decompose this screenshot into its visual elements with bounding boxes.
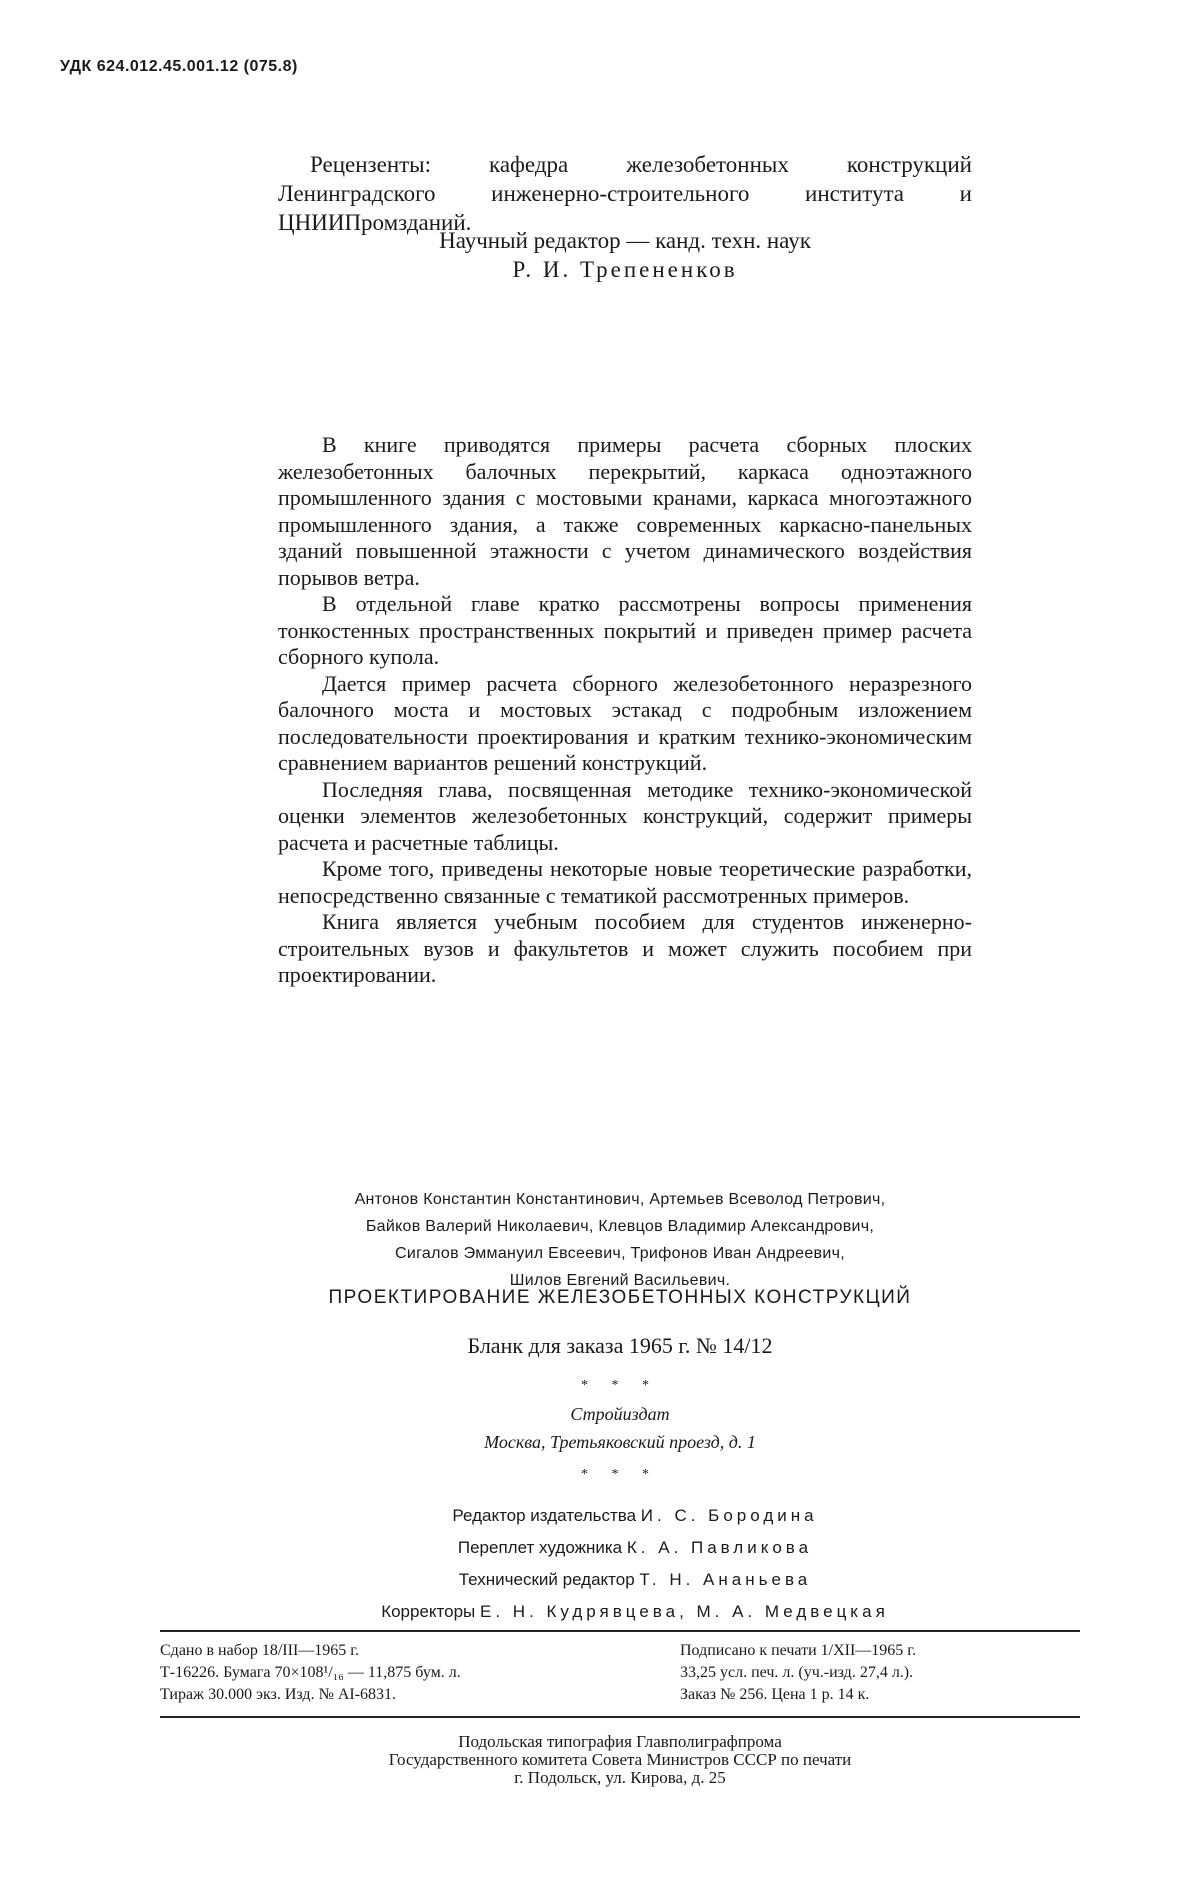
separator-stars: * * * [581, 1378, 659, 1393]
imprint-cell: Заказ № 256. Цена 1 р. 14 к. [680, 1686, 870, 1703]
authors-list [240, 1186, 1000, 1294]
divider-rule [160, 1716, 1080, 1718]
publisher-address: Москва, Третьяковский проезд, д. 1 [484, 1432, 756, 1452]
imprint-cell: Сдано в набор 18/III—1965 г. [160, 1642, 360, 1659]
staff-line [270, 1500, 1000, 1532]
reviewers-text: Рецензенты: кафедра железобетонных конструкций Ленинградского инженерно-строительного института и ЦНИИПромзданий. [278, 152, 972, 235]
staff-role: Переплет художника [457, 1538, 623, 1557]
scientific-editor-name: Р. И. Трепененков [512, 257, 738, 282]
book-title: ПРОЕКТИРОВАНИЕ ЖЕЛЕЗОБЕТОННЫХ КОНСТРУКЦИЙ [328, 1287, 912, 1308]
abstract-paragraph: Последняя глава, посвященная методике технико-экономической оценки элементов железобетонных конструкций, содержит примеры расчета и расчетные таблицы. [278, 776, 972, 855]
staff-line [270, 1564, 1000, 1596]
imprint-cell: Т-16226. Бумага 70×108¹/₁₆ — 11,875 бум. л. [160, 1664, 461, 1681]
separator-stars: * * * [581, 1467, 659, 1482]
staff-role: Редактор издательства [452, 1506, 637, 1525]
staff-person: И. С. Бородина [640, 1506, 818, 1525]
abstract-paragraph: Дается пример расчета сборного железобетонного неразрезного балочного моста и мостовых эстакад с подробным изложением последовательности проектирования и кратким технико-экономическим сравнением вариантов решений конструкций. [278, 670, 972, 775]
authors-line: Байков Валерий Николаевич, Клевцов Владимир Александрович, [365, 1218, 875, 1235]
abstract-paragraph: Кроме того, приведены некоторые новые теоретические разработки, непосредственно связанные с тематикой рассмотренных примеров. [278, 856, 972, 908]
imprint-cell: Подписано к печати 1/XII—1965 г. [680, 1642, 917, 1659]
imprint-cell: 33,25 усл. печ. л. (уч.-изд. 27,4 л.). [680, 1664, 914, 1681]
imprint-row [160, 1640, 1080, 1662]
order-form-line: Бланк для заказа 1965 г. № 14/12 [467, 1333, 773, 1358]
imprint-row [160, 1662, 1080, 1684]
imprint-block [160, 1640, 1080, 1706]
udc-code: УДК 624.012.45.001.12 (075.8) [60, 58, 298, 75]
printer-line: Государственного комитета Совета Министров СССР по печати [388, 1750, 852, 1769]
abstract-paragraph: В книге приводятся примеры расчета сборных плоских железобетонных балочных перекрытий, каркаса одноэтажного промышленного здания с мостовыми кранами, каркаса многоэтажного промышленного здания, а также современных каркасно-панельных зданий повышенной этажности с учетом динамического воздействия порывов ветра. [278, 432, 972, 590]
staff-person: Т. Н. Ананьева [639, 1570, 812, 1589]
printer-line: Подольская типография Главполиграфпрома [458, 1732, 782, 1751]
printer-line: г. Подольск, ул. Кирова, д. 25 [514, 1768, 726, 1787]
scientific-editor-label: Научный редактор — канд. техн. наук [439, 228, 811, 253]
staff-role: Корректоры [381, 1602, 476, 1621]
abstract-paragraph: В отдельной главе кратко рассмотрены вопросы применения тонкостенных пространственных покрытий и приведен пример расчета сборного купола. [278, 591, 972, 669]
staff-line [270, 1596, 1000, 1628]
staff-person: К. А. Павликова [626, 1538, 813, 1557]
staff-line [270, 1532, 1000, 1564]
authors-line: Сигалов Эммануил Евсеевич, Трифонов Иван Андреевич, [395, 1245, 845, 1262]
imprint-cell: Тираж 30.000 экз. Изд. № AI-6831. [160, 1686, 397, 1703]
staff-role: Технический редактор [458, 1570, 635, 1589]
publisher-name: Стройиздат [570, 1404, 670, 1424]
abstract-paragraph: Книга является учебным пособием для студентов инженерно-строительных вузов и факультетов и может служить пособием при проектировании. [278, 909, 972, 987]
divider-rule [160, 1630, 1080, 1632]
staff-person: Е. Н. Кудрявцева, М. А. Медвецкая [480, 1602, 889, 1621]
imprint-row [160, 1684, 1080, 1706]
authors-line: Шилов Евгений Васильевич. [509, 1272, 731, 1289]
staff-credits [270, 1500, 1000, 1628]
authors-line: Антонов Константин Константинович, Артемьев Всеволод Петрович, [354, 1191, 886, 1208]
book-abstract [278, 432, 972, 989]
reviewers-block [278, 150, 972, 237]
printer-info [160, 1733, 1080, 1787]
